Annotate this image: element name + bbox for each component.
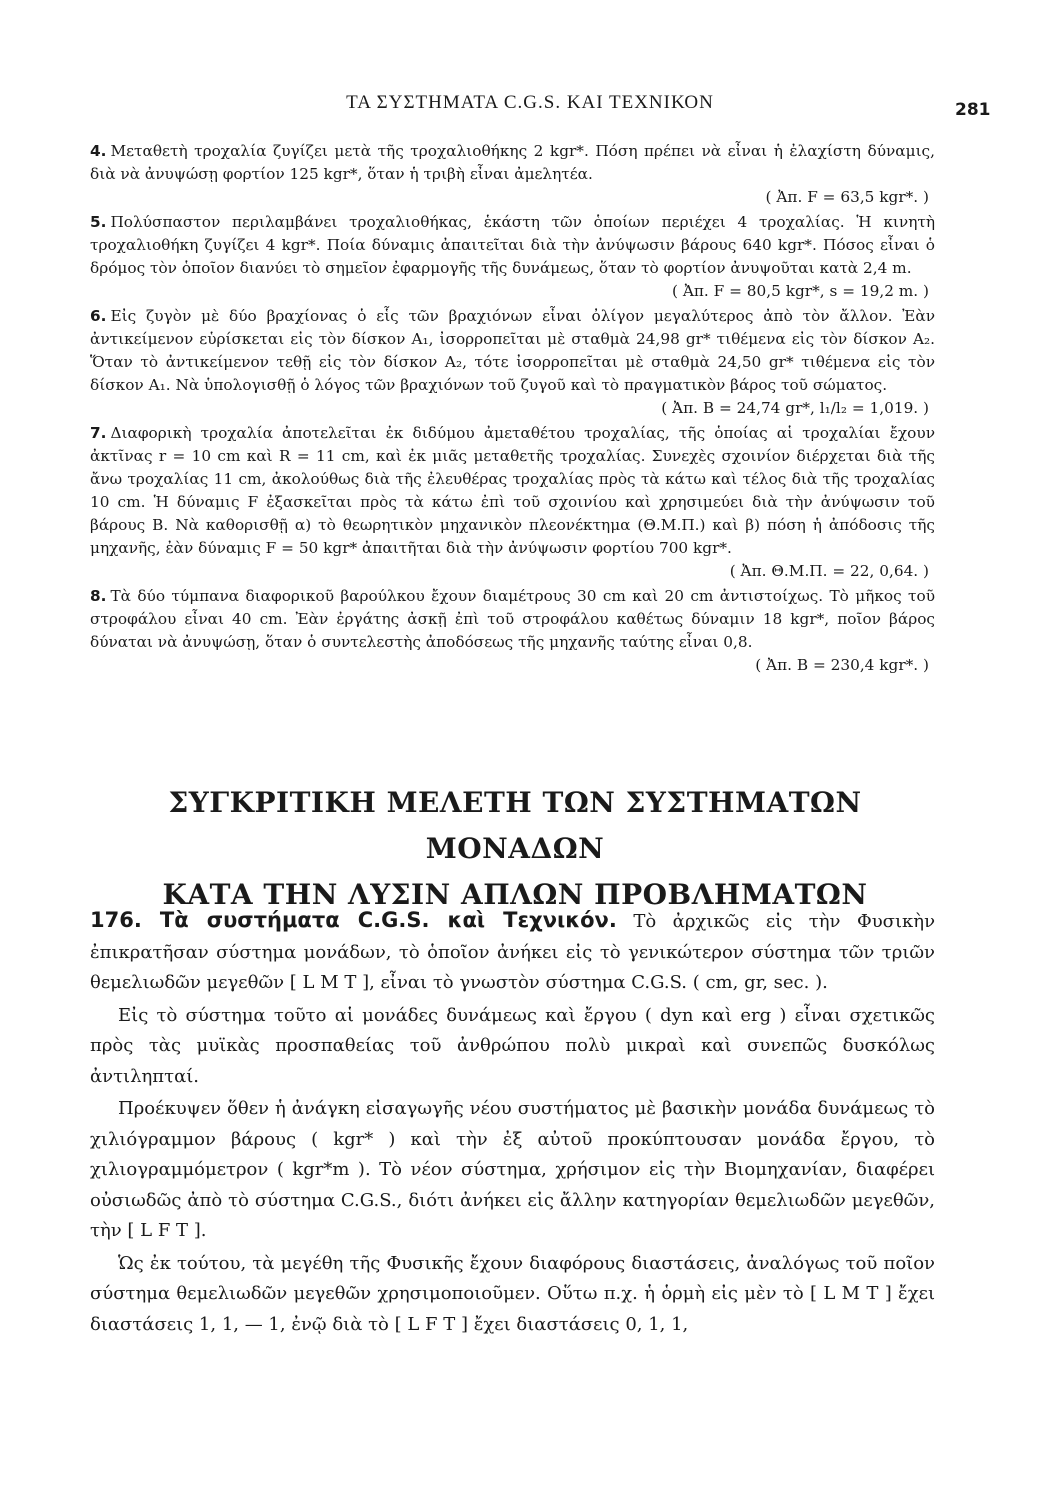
- exercise-number: 4.: [90, 142, 107, 160]
- exercise-text: Πολύσπαστον περιλαμβάνει τροχαλιοθήκας, ἑκάστη τῶν ὁποίων περιέχει 4 τροχαλίας. Ἡ κινητὴ τροχαλιοθήκη ζυγίζει 4 kgr*. Ποία δύναμις ἀπαιτεῖται διὰ τὴν ἀνύψωσιν βάρους 640 kgr*. Πόσος εἶναι ὁ δρόμος τὸν ὁποῖον διανύει τὸ σημεῖον ἐφαρμογῆς τῆς δυνάμεως, ὅταν τὸ φορτίον ἀνυψοῦται κατὰ 2,4 m.: [90, 213, 935, 277]
- exercise-answer: ( Ἀπ. F = 80,5 kgr*, s = 19,2 m. ): [672, 282, 929, 300]
- exercise-item: [90, 422, 935, 583]
- article-heading: 176. Τὰ συστήματα C.G.S. καὶ Τεχνικόν.: [90, 908, 617, 932]
- exercise-list: [90, 140, 935, 679]
- exercise-answer: ( Ἀπ. B = 24,74 gr*, l₁/l₂ = 1,019. ): [661, 399, 929, 417]
- exercise-item: [90, 140, 935, 209]
- paragraph-text: Τὸ ἀρχικῶς εἰς τὴν Φυσικὴν ἐπικρατῆσαν σύστημα μονάδων, τὸ ὁποῖον ἀνήκει εἰς τὸ γενικώτερον σύστημα τῶν τριῶν θεμελιωδῶν μεγεθῶν [ L M T ], εἶναι τὸ γνωστὸν σύστημα C.G.S. ( cm, gr, sec. ).: [90, 911, 936, 993]
- section-title-line-1: ΣΥΓΚΡΙΤΙΚΗ ΜΕΛΕΤΗ ΤΩΝ ΣΥΣΤΗΜΑΤΩΝ ΜΟΝΑΔΩΝ: [168, 786, 862, 865]
- section-title-line-2: ΚΑΤΑ ΤΗΝ ΛΥΣΙΝ ΑΠΛΩΝ ΠΡΟΒΛΗΜΑΤΩΝ: [162, 878, 868, 911]
- running-head: ΤΑ ΣΥΣΤΗΜΑΤΑ C.G.S. ΚΑΙ ΤΕΧΝΙΚΟΝ: [346, 92, 714, 113]
- exercise-text: Τὰ δύο τύμπανα διαφορικοῦ βαρούλκου ἔχουν διαμέτρους 30 cm καὶ 20 cm ἀντιστοίχως. Τὸ μῆκος τοῦ στροφάλου εἶναι 40 cm. Ἐὰν ἐργάτης ἀσκῇ ἐπὶ τοῦ στροφάλου καθέτως δύναμιν 18 kgr*, ποῖον βάρος δύναται νὰ ἀνυψώσῃ, ὅταν ὁ συντελεστὴς ἀποδόσεως τῆς μηχανῆς ταύτης εἶναι 0,8.: [90, 587, 935, 651]
- exercise-text: Διαφορικὴ τροχαλία ἀποτελεῖται ἐκ διδύμου ἀμεταθέτου τροχαλίας, τῆς ὁποίας αἱ τροχαλίαι ἔχουν ἀκτῖνας r = 10 cm καὶ R = 11 cm, καὶ ἐκ μιᾶς μεταθετῆς τροχαλίας. Συνεχὲς σχοινίον διέρχεται διὰ τῆς ἄνω τροχαλίας 11 cm, ἀκολούθως διὰ τῆς ἐλευθέρας τροχαλίας πρὸς τὰ κάτω καὶ τέλος διὰ τῆς τροχαλίας 10 cm. Ἡ δύναμις F ἐξασκεῖται πρὸς τὰ κάτω ἐπὶ τοῦ σχοινίου καὶ χρησιμεύει διὰ τὴν ἀνύψωσιν τοῦ βάρους B. Νὰ καθορισθῇ α) τὸ θεωρητικὸν μηχανικὸν πλεονέκτημα (Θ.Μ.Π.) καὶ β) πόση ἡ ἀπόδοσις τῆς μηχανῆς, ἐὰν δύναμις F = 50 kgr* ἀπαιτῆται διὰ τὴν ἀνύψωσιν φορτίου 700 kgr*.: [90, 424, 935, 557]
- exercise-number: 7.: [90, 424, 107, 442]
- exercise-answer: ( Ἀπ. Θ.Μ.Π. = 22, 0,64. ): [729, 562, 929, 580]
- exercise-text: Μεταθετὴ τροχαλία ζυγίζει μετὰ τῆς τροχαλιοθήκης 2 kgr*. Πόση πρέπει νὰ εἶναι ἡ ἐλαχίστη δύναμις, διὰ νὰ ἀνυψώσῃ φορτίον 125 kgr*, ὅταν ἡ τριβὴ εἶναι ἀμελητέα.: [90, 142, 935, 183]
- article-paragraph: Ὡς ἐκ τούτου, τὰ μεγέθη τῆς Φυσικῆς ἔχουν διαφόρους διαστάσεις, ἀναλόγως τοῦ ποῖον σύστημα θεμελιωδῶν μεγεθῶν χρησιμοποιοῦμεν. Οὕτω π.χ. ἡ ὁρμὴ εἰς μὲν τὸ [ L M T ] ἔχει διαστάσεις 1, 1, — 1, ἐνῷ διὰ τὸ [ L F T ] ἔχει διαστάσεις 0, 1, 1,: [90, 1252, 935, 1335]
- exercise-item: [90, 211, 935, 303]
- article-body: [90, 905, 935, 1342]
- article-paragraph: Εἰς τὸ σύστημα τοῦτο αἱ μονάδες δυνάμεως καὶ ἔργου ( dyn καὶ erg ) εἶναι σχετικῶς πρὸς τὰς μυϊκὰς προσπαθείας τοῦ ἀνθρώπου πολὺ μικραὶ καὶ συνεπῶς δυσκόλως ἀντιληπταί.: [90, 1004, 935, 1087]
- exercise-text: Εἰς ζυγὸν μὲ δύο βραχίονας ὁ εἷς τῶν βραχιόνων εἶναι ὀλίγον μεγαλύτερος ἀπὸ τὸν ἄλλον. Ἐὰν ἀντικείμενον εὑρίσκεται εἰς τὸν δίσκον A₁, ἰσορροπεῖται μὲ σταθμὰ 24,98 gr* τιθέμενα εἰς τὸν δίσκον A₂. Ὅταν τὸ ἀντικείμενον τεθῇ εἰς τὸν δίσκον A₂, τότε ἰσορροπεῖται μὲ σταθμὰ 24,50 gr* τιθέμενα εἰς τὸν δίσκον A₁. Νὰ ὑπολογισθῇ ὁ λόγος τῶν βραχιόνων τοῦ ζυγοῦ καὶ τὸ πραγματικὸν βάρος τοῦ σώματος.: [90, 307, 935, 394]
- exercise-item: [90, 585, 935, 677]
- page-number: 281: [955, 100, 991, 120]
- section-title: [80, 780, 950, 918]
- exercise-number: 5.: [90, 213, 107, 231]
- exercise-answer: ( Ἀπ. F = 63,5 kgr*. ): [765, 188, 929, 206]
- exercise-number: 8.: [90, 587, 107, 605]
- article-paragraph: Προέκυψεν ὅθεν ἡ ἀνάγκη εἰσαγωγῆς νέου συστήματος μὲ βασικὴν μονάδα δυνάμεως τὸ χιλιόγραμμον βάρους ( kgr* ) καὶ τὴν ἐξ αὐτοῦ προκύπτουσαν μονάδα ἔργου, τὸ χιλιογραμμόμετρον ( kgr*m ). Τὸ νέον σύστημα, χρήσιμον εἰς τὴν Βιομηχανίαν, διαφέρει οὐσιωδῶς ἀπὸ τὸ σύστημα C.G.S., διότι ἀνήκει εἰς ἄλλην κατηγορίαν θεμελιωδῶν μεγεθῶν, τὴν [ L F T ].: [90, 1098, 935, 1241]
- article-paragraph: [90, 905, 935, 999]
- exercise-answer: ( Ἀπ. B = 230,4 kgr*. ): [755, 656, 929, 674]
- exercise-item: [90, 305, 935, 420]
- exercise-number: 6.: [90, 307, 107, 325]
